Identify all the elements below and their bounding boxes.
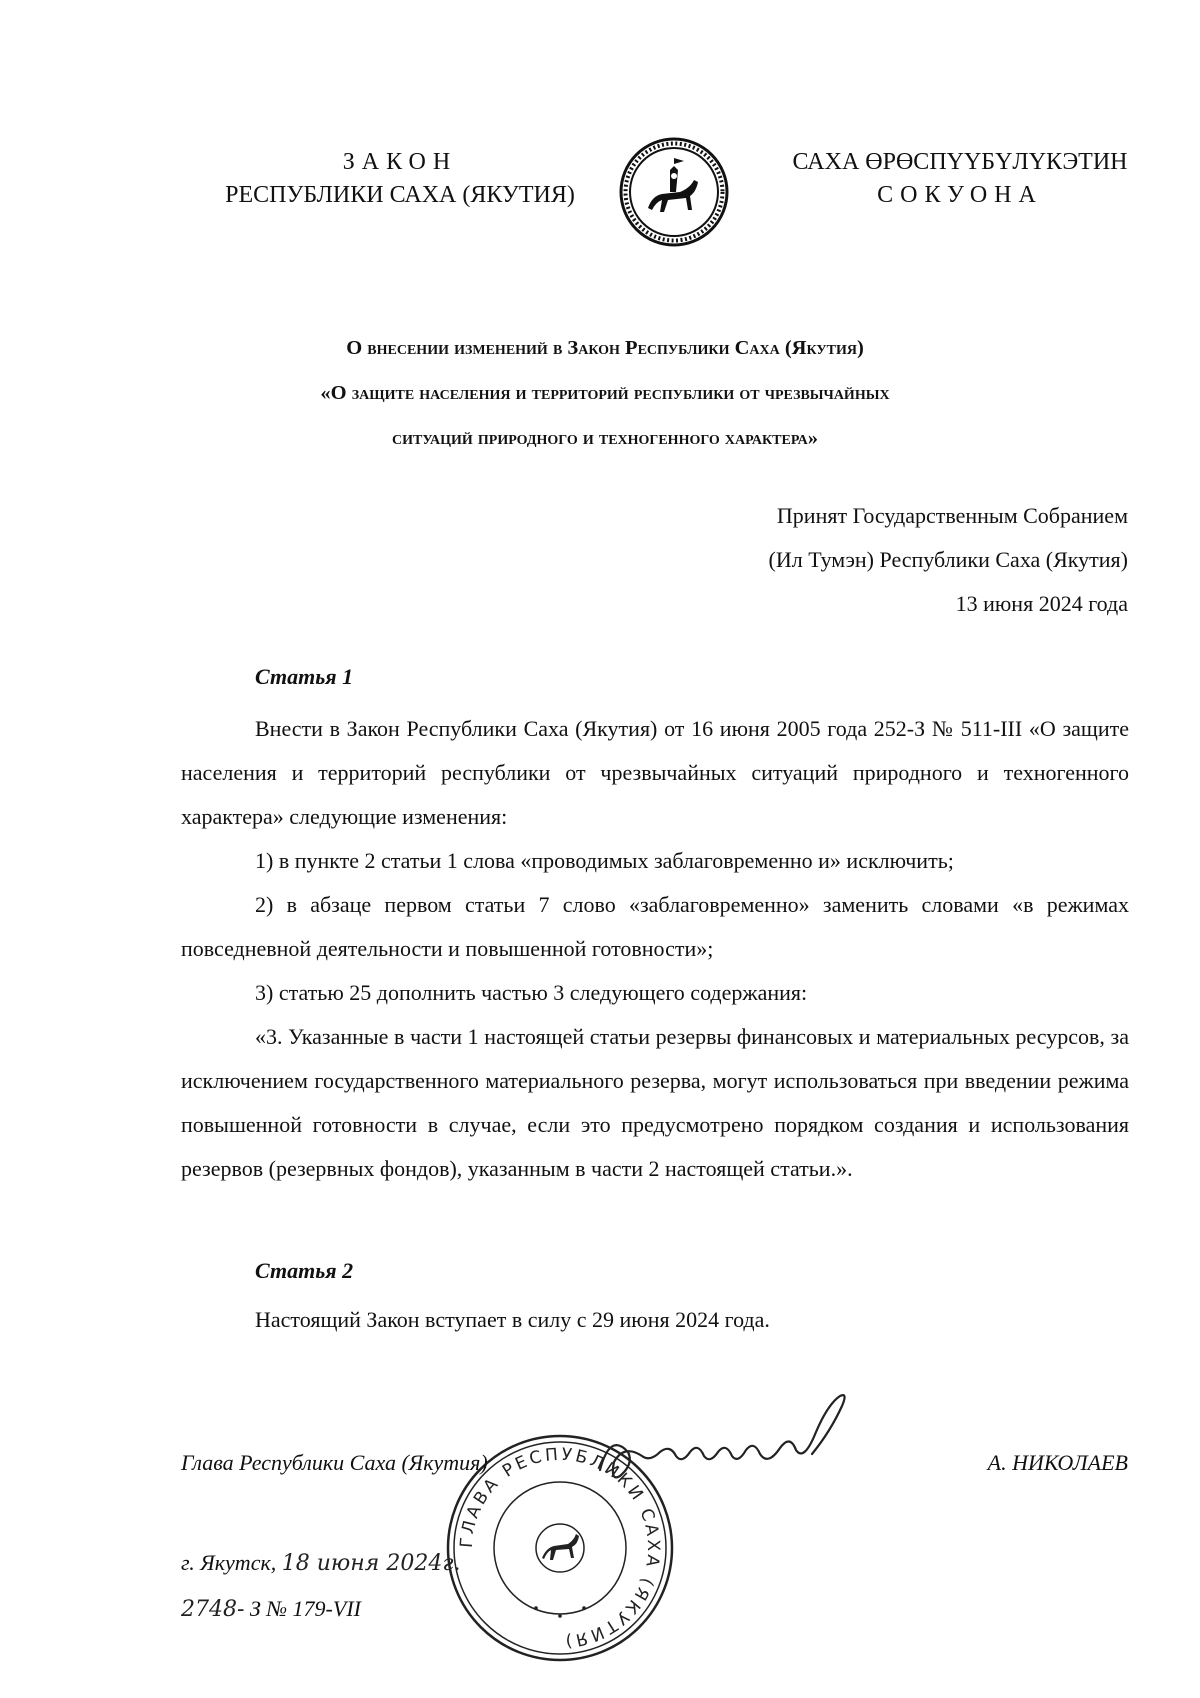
adoption-line-1: Принят Государственным Собранием [776,503,1128,528]
seal-text: ГЛАВА РЕСПУБЛИКИ САХА (ЯКУТИЯ) [456,1444,664,1652]
title-line-1: О внесении изменений в Закон Республики Саха (Якутия) [346,337,864,359]
article-1-paragraph: Внести в Закон Республики Саха (Якутия) от 16 июня 2005 года 252-З № 511-III «О защите населения и территорий республики от чрезвычайных ситуаций природного и техногенного характера» следующие изменения: [181,716,1129,829]
registration-prefix: 2748- [181,1597,245,1622]
registration-number [181,1596,361,1622]
article-1-item-2: 2) в абзаце первом статьи 7 слово «заблаговременно» заменить словами «в режимах повседневной деятельности и повышенной готовности»; [181,892,1129,961]
signing-city: г. Якутск, [181,1550,277,1575]
header-left [200,146,600,212]
adoption-date: 13 июня 2024 года [955,591,1128,616]
header-republic-sakha: САХА ӨРӨСПҮҮБҮЛҮКЭТИН [792,149,1128,175]
article-1-heading: Статья 1 [255,664,354,689]
article-2-heading: Статья 2 [255,1258,354,1283]
handwritten-signature [590,1392,890,1512]
adoption-line-2: (Ил Тумэн) Республики Саха (Якутия) [768,547,1128,572]
title-line-2: «О защите населения и территорий республики от чрезвычайных [320,382,890,404]
place-and-date [181,1550,460,1576]
header-law-word-sakha: СОКУОНА [877,182,1043,208]
article-2-paragraph: Настоящий Закон вступает в силу с 29 июня 2024 года. [255,1307,770,1332]
signatory-position: Глава Республики Саха (Якутия) [181,1450,488,1475]
article-1-body [181,707,1129,1191]
signing-date: 18 июня 2024г. [281,1551,461,1576]
article-1-item-1: 1) в пункте 2 статьи 1 слова «проводимых заблаговременно и» исключить; [255,848,954,873]
registration-suffix: З № 179-VII [249,1596,361,1621]
signatory-name: А. НИКОЛАЕВ [987,1450,1128,1475]
header-republic-ru: РЕСПУБЛИКИ САХА (ЯКУТИЯ) [225,182,575,208]
title-line-3: ситуаций природного и техногенного характера» [392,427,818,449]
republic-emblem-icon [618,136,730,248]
header-law-word: ЗАКОН [342,149,458,175]
adoption-block [769,494,1128,626]
article-1-item-3: 3) статью 25 дополнить частью 3 следующего содержания: [255,980,808,1005]
header-right [770,146,1150,212]
document-title [180,326,1030,461]
article-1-quote: «3. Указанные в части 1 настоящей статьи резервы финансовых и материальных ресурсов, за исключением государственного материального резерва, могут использоваться при введении режима повышенной готовности в случае, если это предусмотрено порядком создания и использования резервов (резервных фондов), указанным в части 2 настоящей статьи.». [181,1024,1129,1181]
article-2-body [181,1298,1129,1342]
